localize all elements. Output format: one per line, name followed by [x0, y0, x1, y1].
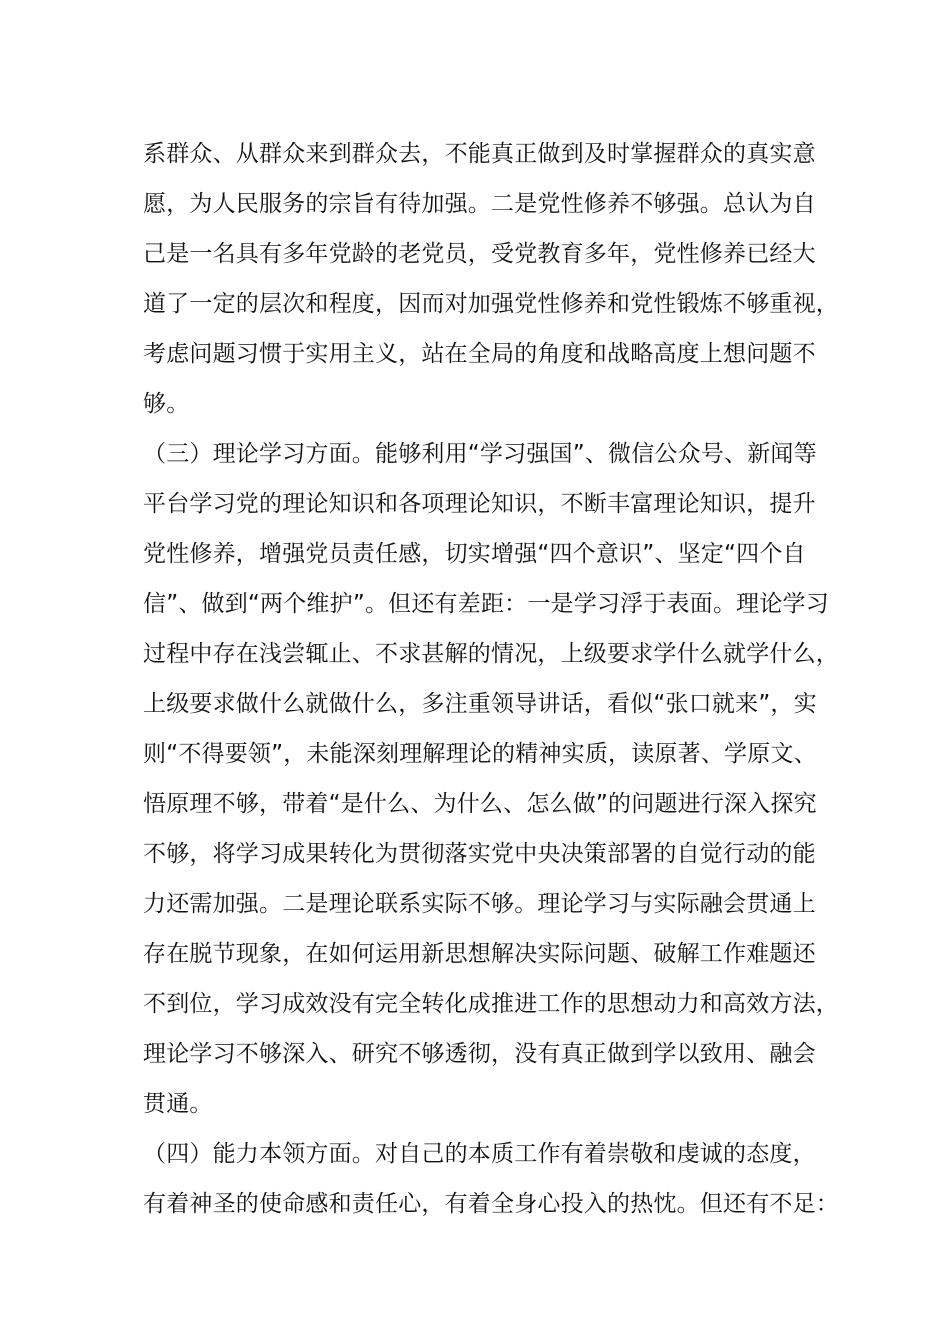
text-line: 系群众、从群众来到群众去，不能真正做到及时掌握群众的真实意 — [143, 141, 816, 167]
text-line: 己是一名具有多年党龄的老党员，受党教育多年，党性修养已经大 — [143, 241, 816, 267]
text-line: 不到位，学习成效没有完全转化成推进工作的思想动力和高效方法， — [143, 991, 839, 1017]
text-line: 存在脱节现象，在如何运用新思想解决实际问题、破解工作难题还 — [143, 941, 816, 967]
text-line: 过程中存在浅尝辄止、不求甚解的情况，上级要求学什么就学什么， — [143, 641, 839, 667]
text-line: 上级要求做什么就做什么，多注重领导讲话，看似“张口就来”，实 — [143, 691, 817, 717]
text-line: 愿，为人民服务的宗旨有待加强。二是党性修养不够强。总认为自 — [143, 191, 816, 217]
section-heading-line: （四）能力本领方面。对自己的本质工作有着崇敬和虔诚的态度， — [143, 1141, 816, 1167]
text-line: 道了一定的层次和程度，因而对加强党性修养和党性锻炼不够重视， — [143, 291, 839, 317]
document-body — [143, 129, 843, 1229]
text-line: 则“不得要领”，未能深刻理解理论的精神实质，读原著、学原文、 — [143, 741, 817, 767]
text-line: 理论学习不够深入、研究不够透彻，没有真正做到学以致用、融会 — [143, 1041, 816, 1067]
text-line: 够。 — [143, 391, 190, 417]
text-line: 悟原理不够，带着“是什么、为什么、怎么做”的问题进行深入探究 — [143, 791, 817, 817]
text-line: 有着神圣的使命感和责任心，有着全身心投入的热忱。但还有不足： — [143, 1191, 839, 1217]
text-line: 党性修养，增强党员责任感，切实增强“四个意识”、坚定“四个自 — [143, 541, 806, 567]
text-line: 力还需加强。二是理论联系实际不够。理论学习与实际融会贯通上 — [143, 891, 816, 917]
text-line: 平台学习党的理论知识和各项理论知识，不断丰富理论知识，提升 — [143, 491, 816, 517]
text-line: 考虑问题习惯于实用主义，站在全局的角度和战略高度上想问题不 — [143, 341, 816, 367]
text-line: 信”、做到“两个维护”。但还有差距：一是学习浮于表面。理论学习 — [143, 591, 829, 617]
text-line: 贯通。 — [143, 1091, 213, 1117]
section-heading-line: （三）理论学习方面。能够利用“学习强国”、微信公众号、新闻等 — [143, 441, 817, 467]
text-line: 不够，将学习成果转化为贯彻落实党中央决策部署的自觉行动的能 — [143, 841, 816, 867]
